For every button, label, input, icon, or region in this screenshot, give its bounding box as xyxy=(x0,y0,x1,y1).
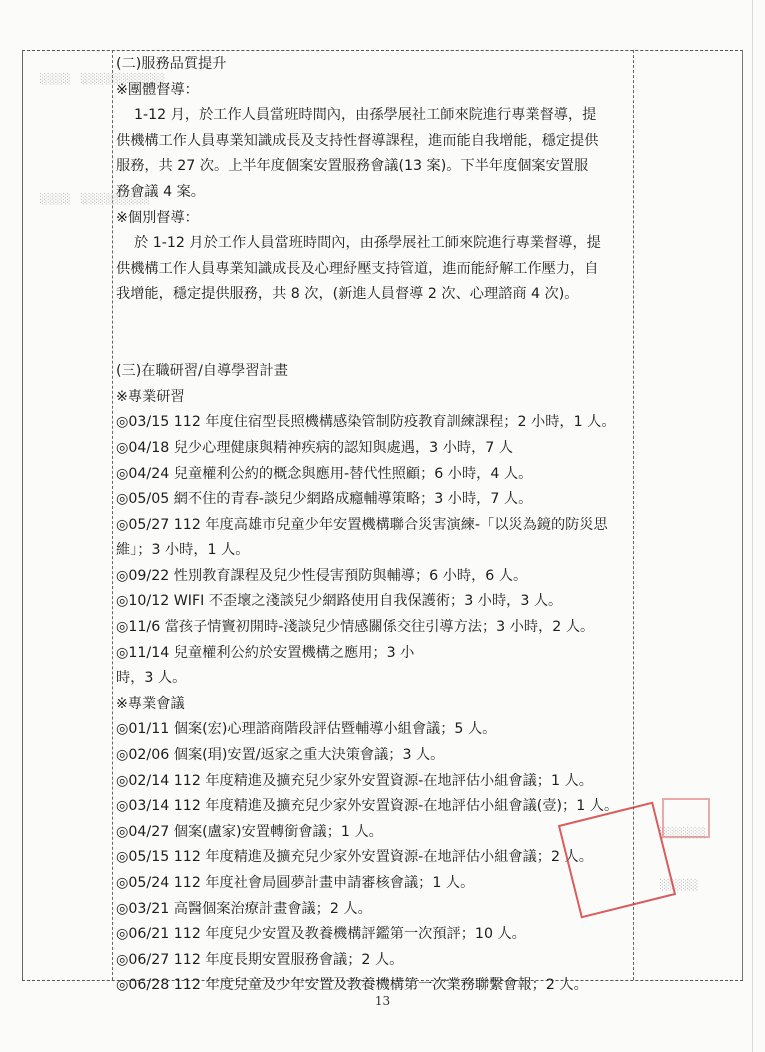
table-left-border xyxy=(22,50,23,980)
list-item: ◎11/6 當孩子情竇初開時-淺談兒少情感關係交往引導方法；3 小時，2 人。 xyxy=(116,619,595,636)
document-body xyxy=(116,52,636,999)
list-item: ◎04/18 兒少心理健康與精神疾病的認知與處遇，3 小時，7 人 xyxy=(116,439,513,456)
page-edge-line xyxy=(752,0,753,1052)
paragraph-line: 服務，共 27 次。上半年度個案安置服務會議(13 案)。下半年度個案安置服 xyxy=(116,158,589,175)
list-item: ◎03/21 高醫個案治療計畫會議；2 人。 xyxy=(116,900,372,917)
paragraph-line: 供機構工作人員專業知識成長及心理紓壓支持管道，進而能紓解工作壓力，自 xyxy=(116,260,599,277)
official-seal-small xyxy=(662,798,710,838)
subsection-label: ※專業會議 xyxy=(116,695,185,712)
list-item: ◎09/22 性別教育課程及兒少性侵害預防與輔導；6 小時，6 人。 xyxy=(116,567,528,584)
section-heading: (三)在職研習/自導學習計畫 xyxy=(116,363,288,380)
table-top-border xyxy=(22,50,743,51)
subsection-label: ※專業研習 xyxy=(116,388,185,405)
paragraph-line: 於 1-12 月於工作人員當班時間內，由孫學展社工師來院進行專業督導，提 xyxy=(134,235,601,252)
list-item: ◎03/15 112 年度住宿型長照機構感染管制防疫教育訓練課程；2 小時，1 人。 xyxy=(116,414,616,431)
section-heading: (二)服務品質提升 xyxy=(116,56,227,72)
list-item: ◎02/14 112 年度精進及擴充兒少家外安置資源-在地評估小組會議；1 人。 xyxy=(116,772,593,789)
blank-line xyxy=(116,334,636,360)
bleed-through: ░░░░░ xyxy=(660,880,699,891)
list-item: ◎04/27 個案(盧家)安置轉銜會議；1 人。 xyxy=(116,823,383,840)
list-item: ◎05/27 112 年度高雄市兒童少年安置機構聯合災害演練-「以災為鏡的防災思 xyxy=(116,516,608,533)
list-item: ◎04/24 兒童權利公約的概念與應用-替代性照顧；6 小時，4 人。 xyxy=(116,465,533,482)
bleed-through: ░░░░░░ xyxy=(660,828,707,839)
list-item: ◎05/05 網不住的青春-談兒少網路成癮輔導策略；3 小時，7 人。 xyxy=(116,491,533,508)
page-number: 13 xyxy=(374,994,391,1008)
list-item: ◎11/14 兒童權利公約於安置機構之應用；3 小 xyxy=(116,644,415,661)
paragraph-line: 務會議 4 案。 xyxy=(116,183,205,200)
bleed-through: ░░░░ ░░░░░░░░░ xyxy=(40,194,150,205)
list-item: ◎03/14 112 年度精進及擴充兒少家外安置資源-在地評估小組會議(壹)；1 人。 xyxy=(116,798,619,815)
list-item: ◎06/27 112 年度長期安置服務會議；2 人。 xyxy=(116,951,404,968)
list-item-continuation: 維」；3 小時，1 人。 xyxy=(116,542,250,559)
list-item: ◎02/06 個案(琄)安置/返家之重大決策會議；3 人。 xyxy=(116,747,445,764)
list-item: ◎01/11 個案(宏)心理諮商階段評估暨輔導小組會議；5 人。 xyxy=(116,721,497,738)
list-item: ◎06/21 112 年度兒少安置及教養機構評鑑第一次預評；10 人。 xyxy=(116,926,526,943)
bleed-through: ░░░░ ░░░░░░░░░░░ xyxy=(40,74,166,85)
list-item: ◎05/24 112 年度社會局圓夢計畫申請審核會議；1 人。 xyxy=(116,875,475,891)
list-item-continuation: 時，3 人。 xyxy=(116,670,187,687)
subsection-label: ※個別督導： xyxy=(116,209,199,226)
list-item: ◎05/15 112 年度精進及擴充兒少家外安置資源-在地評估小組會議；2 人。 xyxy=(116,849,593,866)
paragraph-line: 我增能，穩定提供服務，共 8 次，(新進人員督導 2 次、心理諮商 4 次)。 xyxy=(116,286,579,303)
subsection-label: ※團體督導： xyxy=(116,81,199,98)
list-item: ◎10/12 WIFI 不歪壞之淺談兒少網路使用自我保護術；3 小時，3 人。 xyxy=(116,593,563,610)
table-right-border xyxy=(742,50,743,980)
blank-line xyxy=(116,308,636,334)
paragraph-line: 1-12 月，於工作人員當班時間內，由孫學展社工師來院進行專業督導，提 xyxy=(134,107,597,124)
list-item: ◎06/28 112 年度兒童及少年安置及教養機構第一次業務聯繫會報；2 人。 xyxy=(116,977,588,994)
paragraph-line: 供機構工作人員專業知識成長及支持性督導課程，進而能自我增能，穩定提供 xyxy=(116,132,599,149)
